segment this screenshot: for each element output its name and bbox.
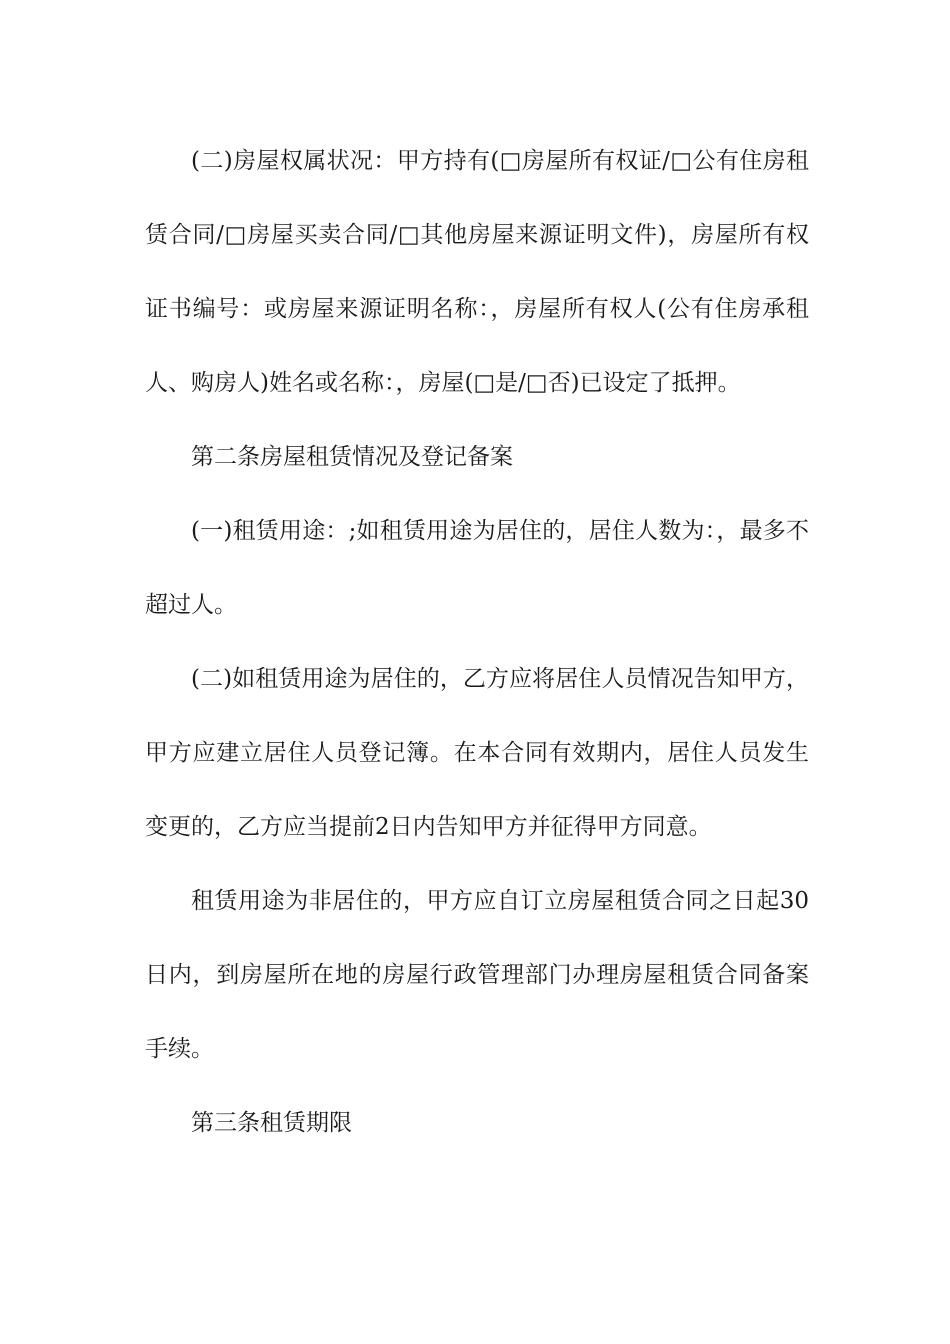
heading-article-two: 第二条房屋租赁情况及登记备案 bbox=[191, 444, 513, 470]
paragraph-residents-notice: (二)如租赁用途为居住的，乙方应将居住人员情况告知甲方，甲方应建立居住人员登记簿。在本合同有效期内，居住人员发生变更的，乙方应当提前2日内告知甲方并征得甲方同意。 bbox=[145, 666, 809, 840]
paragraph-non-residential-filing: 租赁用途为非居住的，甲方应自订立房屋租赁合同之日起30日内，到房屋所在地的房屋行政管理部门办理房屋租赁合同备案手续。 bbox=[145, 888, 809, 1062]
heading-article-three: 第三条租赁期限 bbox=[191, 1110, 352, 1136]
document-body bbox=[145, 124, 809, 1160]
paragraph-lease-purpose: (一)租赁用途：;如租赁用途为居住的，居住人数为：，最多不超过人。 bbox=[145, 518, 809, 618]
paragraph-ownership-status: (二)房屋权属状况：甲方持有(□房屋所有权证/□公有住房租赁合同/□房屋买卖合同/□其他房屋来源证明文件)，房屋所有权证书编号：或房屋来源证明名称：，房屋所有权人(公有住房承租人、购房人)姓名或名称：，房屋(□是/□否)已设定了抵押。 bbox=[145, 148, 809, 396]
